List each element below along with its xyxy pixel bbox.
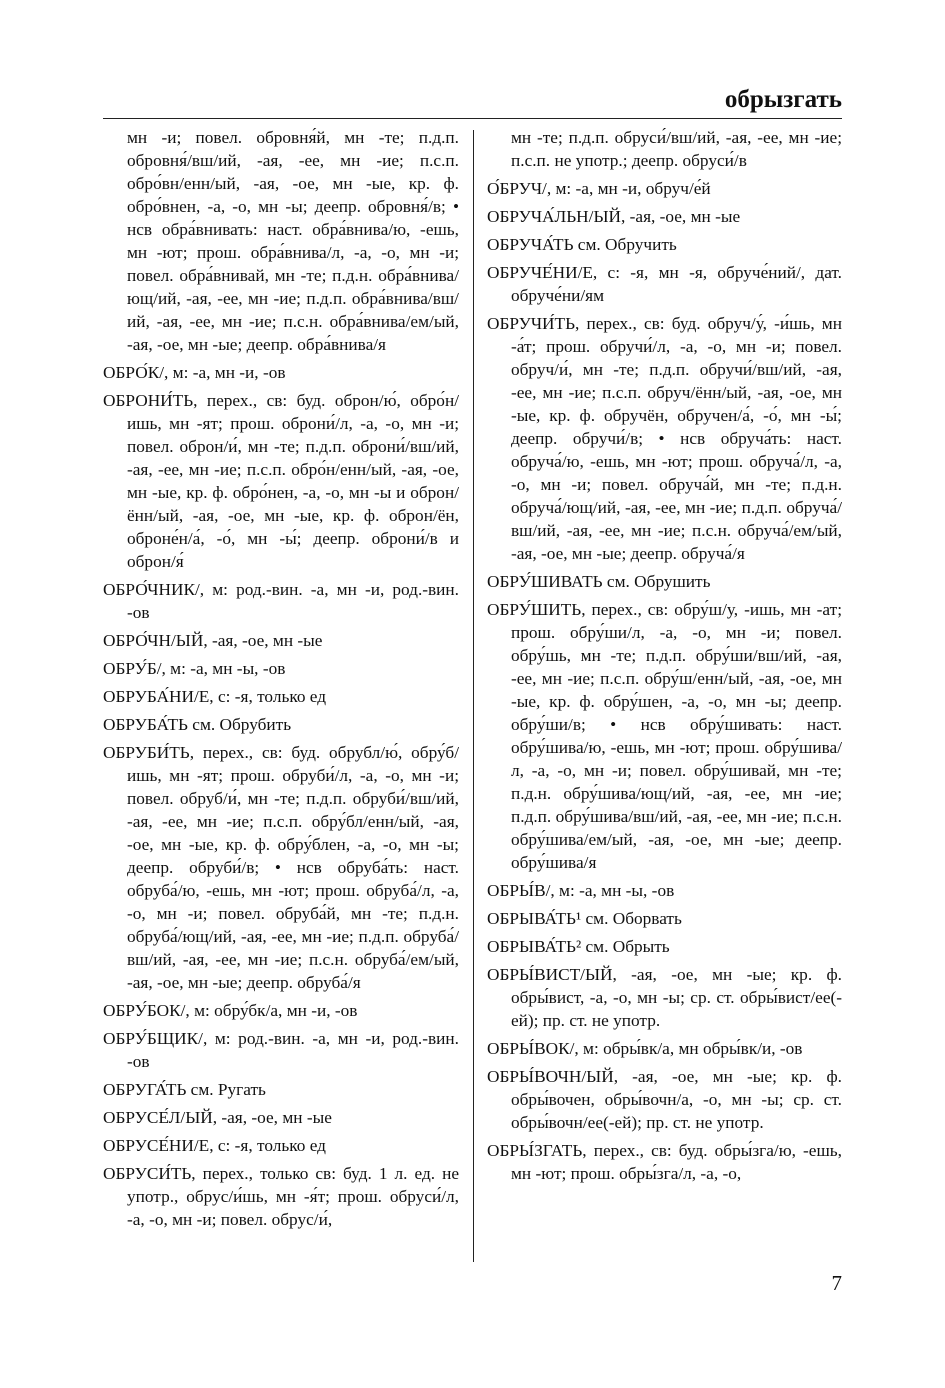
page-number: 7 <box>831 1271 842 1295</box>
entry-obryvok: ОБРЫ́ВОК/, м: обры́вк/а, мн обры́вк/и, -ов <box>487 1039 803 1058</box>
entry-obrubit: ОБРУБИ́ТЬ, перех., св: буд. обрубл/ю́, обру́б/ишь, мн -ят; прош. обруби́/л, -а, -о, мн -и; повел. обруб/и́, мн -те; п.д.п. обруби́/вш/ий, -ая, -ее, мн -ие; п.с.п. обру́бл/енн/ый, -ая, -ое, мн -ые, кр. ф. обру́блен, -а, -о, мн -ы; деепр. обруби́/в; • нсв обруба́ть: наст. обруба́/ю, -ешь, мн -ют; прош. обруба́/л, -а, -о, мн -и; повел. обруба́й, мн -те; п.д.н. обруба́/ющ/ий, -ая, -ее, мн -ие; п.д.п. обруба́/вш/ий, -ая, -ее, мн -ие; п.с.н. обруба́/ем/ый, -ая, -ое, мн -ые; деепр. обруба́/я <box>103 743 459 992</box>
entry-obrusit: ОБРУСИ́ТЬ, перех., только св: буд. 1 л. ед. не употр., обрус/и́шь, мн -я́т; прош. обруси́/л, -а, -о, мн -и; повел. обрус/и́, <box>103 1164 459 1229</box>
entry-obryvochnyi: ОБРЫ́ВОЧН/ЫЙ, -ая, -ое, мн -ые; кр. ф. обры́вочен, обры́вочн/а, -о, мн -ы; ср. ст. обры́вочн/ее(-ей); пр. ст. не употр. <box>487 1067 842 1132</box>
entry-obrubok: ОБРУ́БОК/, м: обру́бк/а, мн -и, -ов <box>103 1001 358 1020</box>
entry-continuation: мн -те; п.д.п. обруси́/вш/ий, -ая, -ее, мн -ие; п.с.п. не употр.; деепр. обруси́/в <box>511 128 842 170</box>
entry-obrushivat: ОБРУ́ШИВАТЬ см. Обрушить <box>487 572 711 591</box>
entry-obryvistyi: ОБРЫ́ВИСТ/ЫЙ, -ая, -ое, мн -ые; кр. ф. обры́вист, -а, -о, мн -ы; ср. ст. обры́вист/ее(-ей); пр. ст. не употр. <box>487 965 842 1030</box>
right-column <box>487 126 842 1190</box>
entry-obrubat: ОБРУБА́ТЬ см. Обрубить <box>103 715 292 734</box>
entry-obruchit: ОБРУЧИ́ТЬ, перех., св: буд. обруч/у́, -и́шь, мн -а́т; прош. обручи́/л, -а, -о, мн -и; повел. обруч/и́, мн -те; п.д.п. обручи́/вш/ий, -ая, -ее, мн -ие; п.с.п. обруч/ённ/ый, -ая, -ое, мн -ые, кр. ф. обручён, обручен/а́, -о́, мн -ы́; деепр. обручи́/в; • нсв обруча́ть: наст. обруча́/ю, -ешь, мн -ют; прош. обруча́/л, -а, -о, мн -и; повел. обруча́й, мн -те; п.д.н. обруча́/ющ/ий, -ая, -ее, мн -ие; п.д.п. обруча́/вш/ий, -ая, -ее, мн -ие; п.с.н. обруча́/ем/ый, -ая, -ое, мн -ые; деепр. обруча́/я <box>487 314 842 563</box>
header-rule <box>103 118 842 119</box>
entry-obryvat-2: ОБРЫВА́ТЬ² см. Обрыть <box>487 937 670 956</box>
entry-obrok: ОБРО́К/, м: -а, мн -и, -ов <box>103 363 286 382</box>
entry-obronit: ОБРОНИ́ТЬ, перех., св: буд. оброн/ю́, обро́н/ишь, мн -ят; прош. оброни́/л, -а, -о, мн -и; повел. оброн/и́, мн -те; п.д.п. оброни́/вш/ий, -ая, -ее, мн -ие; п.с.п. обро́н/енн/ый, -ая, -ое, мн -ые, кр. ф. обро́нен, -а, -о, мн -ы и оброн/ённ/ый, -ая, -ое, мн -ые, кр. ф. оброн/ён, оброне́н/а́, -о́, мн -ы́; деепр. оброни́/в и оброн/я́ <box>103 391 459 571</box>
entry-obruchalnyi: ОБРУЧА́ЛЬН/ЫЙ, -ая, -ое, мн -ые <box>487 207 741 226</box>
entry-obryv: ОБРЫ́В/, м: -а, мн -ы, -ов <box>487 881 675 900</box>
entry-obruchenie: ОБРУЧЕ́НИ/Е, с: -я, мн -я, обруче́ний/, дат. обруче́ни/ям <box>487 263 842 305</box>
entry-continuation: мн -и; повел. обровня́й, мн -те; п.д.п. обровня́/вш/ий, -ая, -ее, мн -ие; п.с.п. обро́вн/енн/ый, -ая, -ое, мн -ые, кр. ф. обро́внен, -а, -о, мн -ы; деепр. обровня́/в; • нсв обра́внивать: наст. обра́внива/ю, -ешь, мн -ют; прош. обра́внива/л, -а, -о, мн -и; повел. обра́внивай, мн -те; п.д.н. обра́внива/ющ/ий, -ая, -ее, мн -ие; п.д.п. обра́внива/вш/ий, -ая, -ее, мн -ие; п.с.н. обра́внива/ем/ый, -ая, -ое, мн -ые; деепр. обра́внива/я <box>127 128 459 354</box>
entry-obrochnik: ОБРО́ЧНИК/, м: род.-вин. -а, мн -и, род.-вин. -ов <box>103 580 459 622</box>
entry-obryzgat: ОБРЫ́ЗГАТЬ, перех., св: буд. обры́зга/ю, -ешь, мн -ют; прош. обры́зга/л, -а, -о, <box>487 1141 842 1183</box>
entry-obrochnyi: ОБРО́ЧН/ЫЙ, -ая, -ое, мн -ые <box>103 631 323 650</box>
entry-obryvat-1: ОБРЫВА́ТЬ¹ см. Оборвать <box>487 909 682 928</box>
entry-obruch: О́БРУЧ/, м: -а, мн -и, обруч/е́й <box>487 179 711 198</box>
left-column <box>103 126 459 1236</box>
entry-obrub: ОБРУ́Б/, м: -а, мн -ы, -ов <box>103 659 286 678</box>
entry-obrubshchik: ОБРУ́БЩИК/, м: род.-вин. -а, мн -и, род.-вин. -ов <box>103 1029 459 1071</box>
column-divider <box>473 130 474 1262</box>
entry-obrubanie: ОБРУБА́НИ/Е, с: -я, только ед <box>103 687 327 706</box>
entry-obrusenie: ОБРУСЕ́НИ/Е, с: -я, только ед <box>103 1136 326 1155</box>
entry-obrushit: ОБРУ́ШИТЬ, перех., св: обру́ш/у, -ишь, мн -ат; прош. обру́ши/л, -а, -о, мн -и; повел. обру́шь, мн -те; п.д.п. обру́ши/вш/ий, -ая, -ее, мн -ие; п.с.п. обру́ш/енн/ый, -ая, -ое, мн -ые, кр. ф. обру́шен, -а, -о, мн -ы; деепр. обру́ши/в; • нсв обру́шивать: наст. обру́шива/ю, -ешь, мн -ют; прош. обру́шива/л, -а, -о, мн -и; повел. обру́шивай, мн -те; п.д.н. обру́шива/ющ/ий, -ая, -ее, мн -ие; п.д.п. обру́шива/вш/ий, -ая, -ее, мн -ие; п.с.н. обру́шива/ем/ый, -ая, -ое, мн -ые; деепр. обру́шива/я <box>487 600 842 872</box>
entry-obrugat: ОБРУГА́ТЬ см. Ругать <box>103 1080 266 1099</box>
entry-obruchat: ОБРУЧА́ТЬ см. Обручить <box>487 235 677 254</box>
entry-obruselyi: ОБРУСЕ́Л/ЫЙ, -ая, -ое, мн -ые <box>103 1108 332 1127</box>
running-head: обрызгать <box>724 86 842 113</box>
